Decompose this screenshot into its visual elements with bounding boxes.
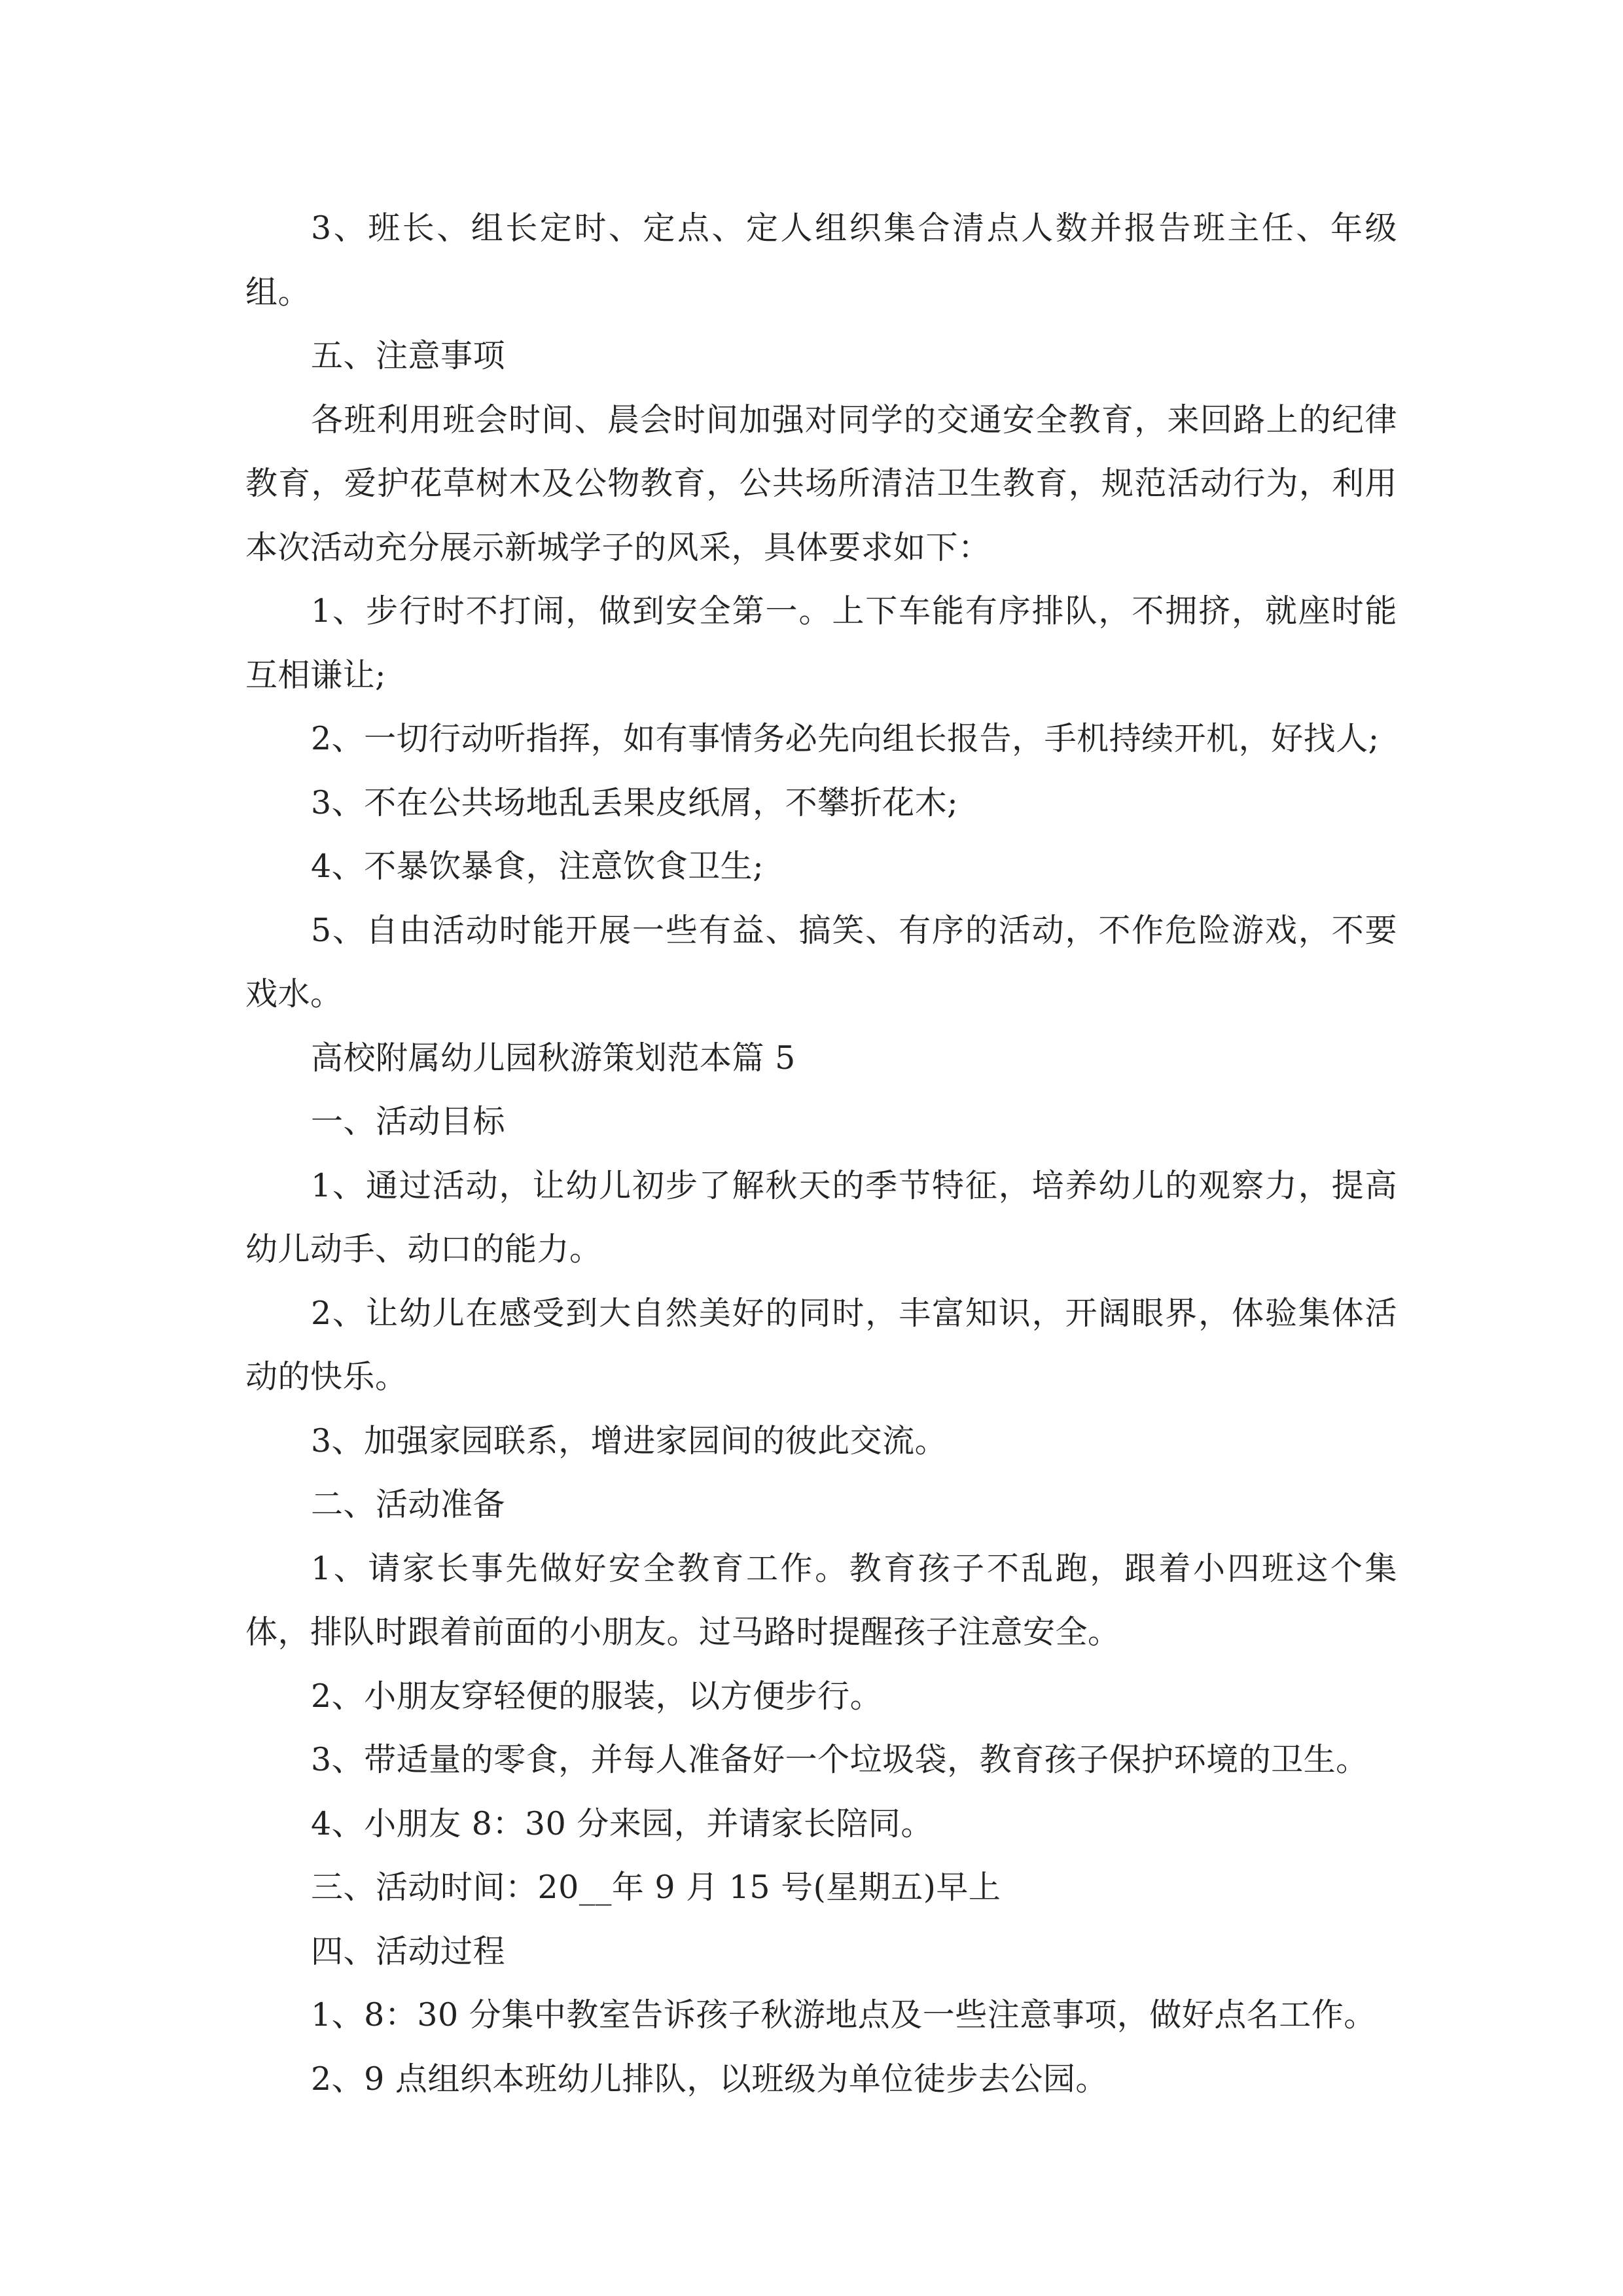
list-item: 3、不在公共场地乱丢果皮纸屑，不攀折花木; — [311, 783, 959, 821]
list-item: 4、不暴饮暴食，注意饮食卫生; — [311, 848, 764, 885]
section-heading: 四、活动过程 — [311, 1932, 506, 1970]
list-item: 1、步行时不打闹，做到安全第一。上下车能有序排队，不拥挤，就座时能互相谦让; — [245, 592, 1397, 694]
list-item: 2、一切行动听指挥，如有事情务必先向组长报告，手机持续开机，好找人; — [311, 720, 1380, 757]
list-item: 1、请家长事先做好安全教育工作。教育孩子不乱跑，跟着小四班这个集体，排队时跟着前面的小朋友。过马路时提醒孩子注意安全。 — [245, 1549, 1397, 1651]
document-title: 高校附属幼儿园秋游策划范本篇 5 — [311, 1039, 796, 1077]
document-body — [245, 196, 1397, 2111]
section-heading: 三、活动时间：20__年 9 月 15 号(星期五)早上 — [311, 1869, 1001, 1906]
section-heading: 二、活动准备 — [311, 1486, 506, 1523]
list-item: 2、让幼儿在感受到大自然美好的同时，丰富知识，开阔眼界，体验集体活动的快乐。 — [245, 1294, 1397, 1395]
list-item: 2、9 点组织本班幼儿排队，以班级为单位徒步去公园。 — [311, 2060, 1108, 2098]
list-item: 2、小朋友穿轻便的服装，以方便步行。 — [311, 1677, 883, 1715]
list-item: 5、自由活动时能开展一些有益、搞笑、有序的活动，不作危险游戏，不要戏水。 — [245, 911, 1397, 1013]
list-item: 3、加强家园联系，增进家园间的彼此交流。 — [311, 1422, 948, 1460]
list-item: 1、8：30 分集中教室告诉孩子秋游地点及一些注意事项，做好点名工作。 — [311, 1996, 1376, 2034]
paragraph: 3、班长、组长定时、定点、定人组织集合清点人数并报告班主任、年级组。 — [245, 209, 1397, 311]
list-item: 3、带适量的零食，并每人准备好一个垃圾袋，教育孩子保护环境的卫生。 — [311, 1741, 1368, 1778]
list-item: 4、小朋友 8：30 分来园，并请家长陪同。 — [311, 1804, 933, 1842]
section-heading: 一、活动目标 — [311, 1103, 506, 1140]
section-heading: 五、注意事项 — [311, 337, 506, 374]
list-item: 1、通过活动，让幼儿初步了解秋天的季节特征，培养幼儿的观察力，提高幼儿动手、动口的能力。 — [245, 1166, 1397, 1268]
paragraph: 各班利用班会时间、晨会时间加强对同学的交通安全教育，来回路上的纪律教育，爱护花草树木及公物教育，公共场所清洁卫生教育，规范活动行为，利用本次活动充分展示新城学子的风采，具体要求如下： — [245, 401, 1397, 566]
